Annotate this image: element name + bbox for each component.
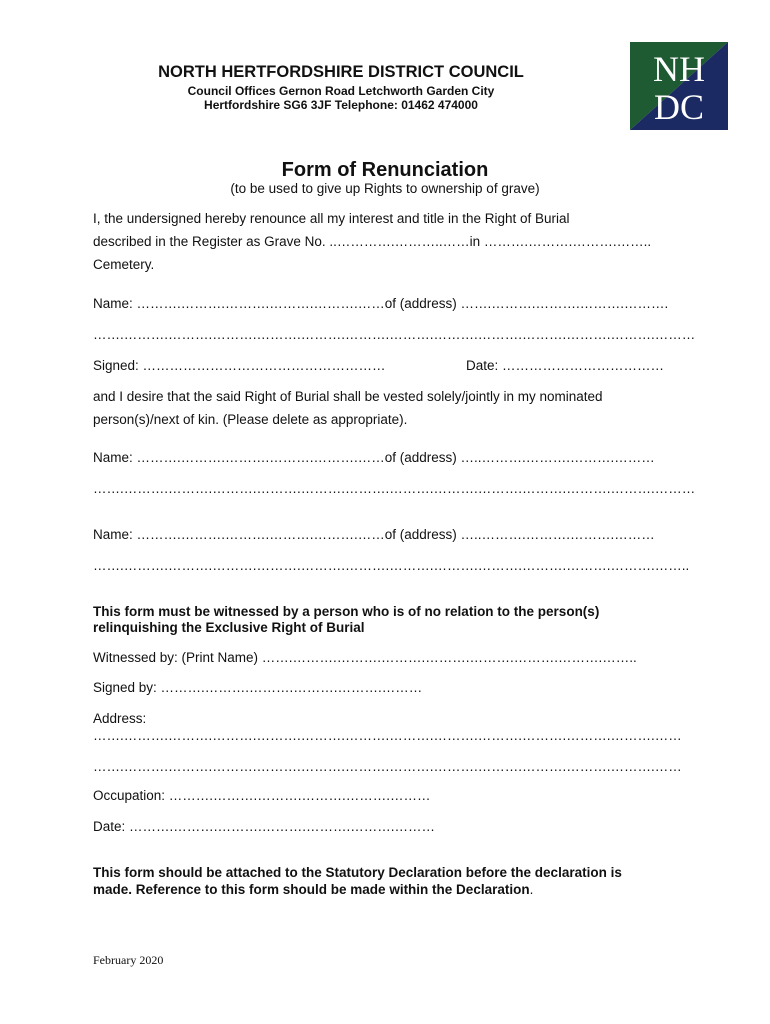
name-field-1: Name: ……….……….……….……….……….……of (address) …….……….……….……….………. bbox=[93, 296, 669, 311]
attach-note-line-1: This form should be attached to the Statutory Declaration before the declaration is bbox=[93, 865, 622, 880]
witness-address-line-1: …….……….……….……….……….……….……….……….……….……….……….……….……….…… bbox=[93, 728, 682, 743]
address-label: Address: bbox=[93, 711, 147, 726]
witness-address-line-2: …….……….……….……….……….……….……….……….……….……….……….……….……….…… bbox=[93, 759, 682, 774]
vest-line-1: and I desire that the said Right of Burial shall be vested solely/jointly in my nominated bbox=[93, 389, 603, 404]
intro-line-3: Cemetery. bbox=[93, 257, 155, 272]
attach-note-period: . bbox=[529, 882, 534, 897]
address-continuation-3: …….……….……….……….……….……….……….……….……….……….……….……….……….…….. bbox=[93, 558, 690, 573]
signed-by-field: Signed by: ……….……….……….……….……….……… bbox=[93, 680, 423, 695]
council-address-line-2: Hertfordshire SG6 3JF Telephone: 01462 474000 bbox=[204, 98, 478, 112]
council-address-line-1: Council Offices Gernon Road Letchworth Garden City bbox=[187, 84, 495, 98]
witness-note-line-1: This form must be witnessed by a person who is of no relation to the person(s) bbox=[93, 604, 600, 619]
attach-note-line-2 bbox=[93, 882, 533, 897]
nhdc-logo bbox=[630, 42, 728, 130]
form-title: Form of Renunciation bbox=[281, 159, 489, 181]
witnessed-by-field: Witnessed by: (Print Name) …….……….……….……….……….……….……….……….…….. bbox=[93, 650, 637, 665]
occupation-field: Occupation: ……….……….……….……….……….……… bbox=[93, 788, 431, 803]
vest-line-2: person(s)/next of kin. (Please delete as appropriate). bbox=[93, 412, 408, 427]
address-continuation-1: …….……….……….……….……….……….……….……….……….……….……….……….……….……… bbox=[93, 327, 696, 342]
witness-note-line-2: relinquishing the Exclusive Right of Burial bbox=[93, 620, 365, 635]
form-subtitle: (to be used to give up Rights to ownership of grave) bbox=[230, 181, 540, 196]
logo-text-top: NH bbox=[653, 49, 705, 89]
date-field: Date: ……………………………… bbox=[466, 358, 665, 373]
intro-line-1: I, the undersigned hereby renounce all my interest and title in the Right of Burial bbox=[93, 211, 570, 226]
name-field-2: Name: ……….……….……….……….……….……of (address) …..……….……….……….……… bbox=[93, 450, 655, 465]
attach-note-line-2-text: made. Reference to this form should be made within the Declaration bbox=[93, 882, 530, 897]
address-continuation-2: …….……….……….……….……….……….……….……….……….……….……….……….……….……… bbox=[93, 481, 696, 496]
intro-line-2: described in the Register as Grave No. ..………….………..……in ……….……….……….…….. bbox=[93, 234, 652, 249]
footer-date: February 2020 bbox=[93, 953, 164, 967]
witness-date-field: Date: ……….……….……….……….……….……….……… bbox=[93, 819, 436, 834]
logo-text-bottom: DC bbox=[653, 87, 705, 127]
name-field-3: Name: ……….……….……….……….……….……of (address) …..……….……….……….……… bbox=[93, 527, 655, 542]
signed-field: Signed: ……………………………………………… bbox=[93, 358, 386, 373]
council-name: NORTH HERTFORDSHIRE DISTRICT COUNCIL bbox=[158, 63, 524, 81]
